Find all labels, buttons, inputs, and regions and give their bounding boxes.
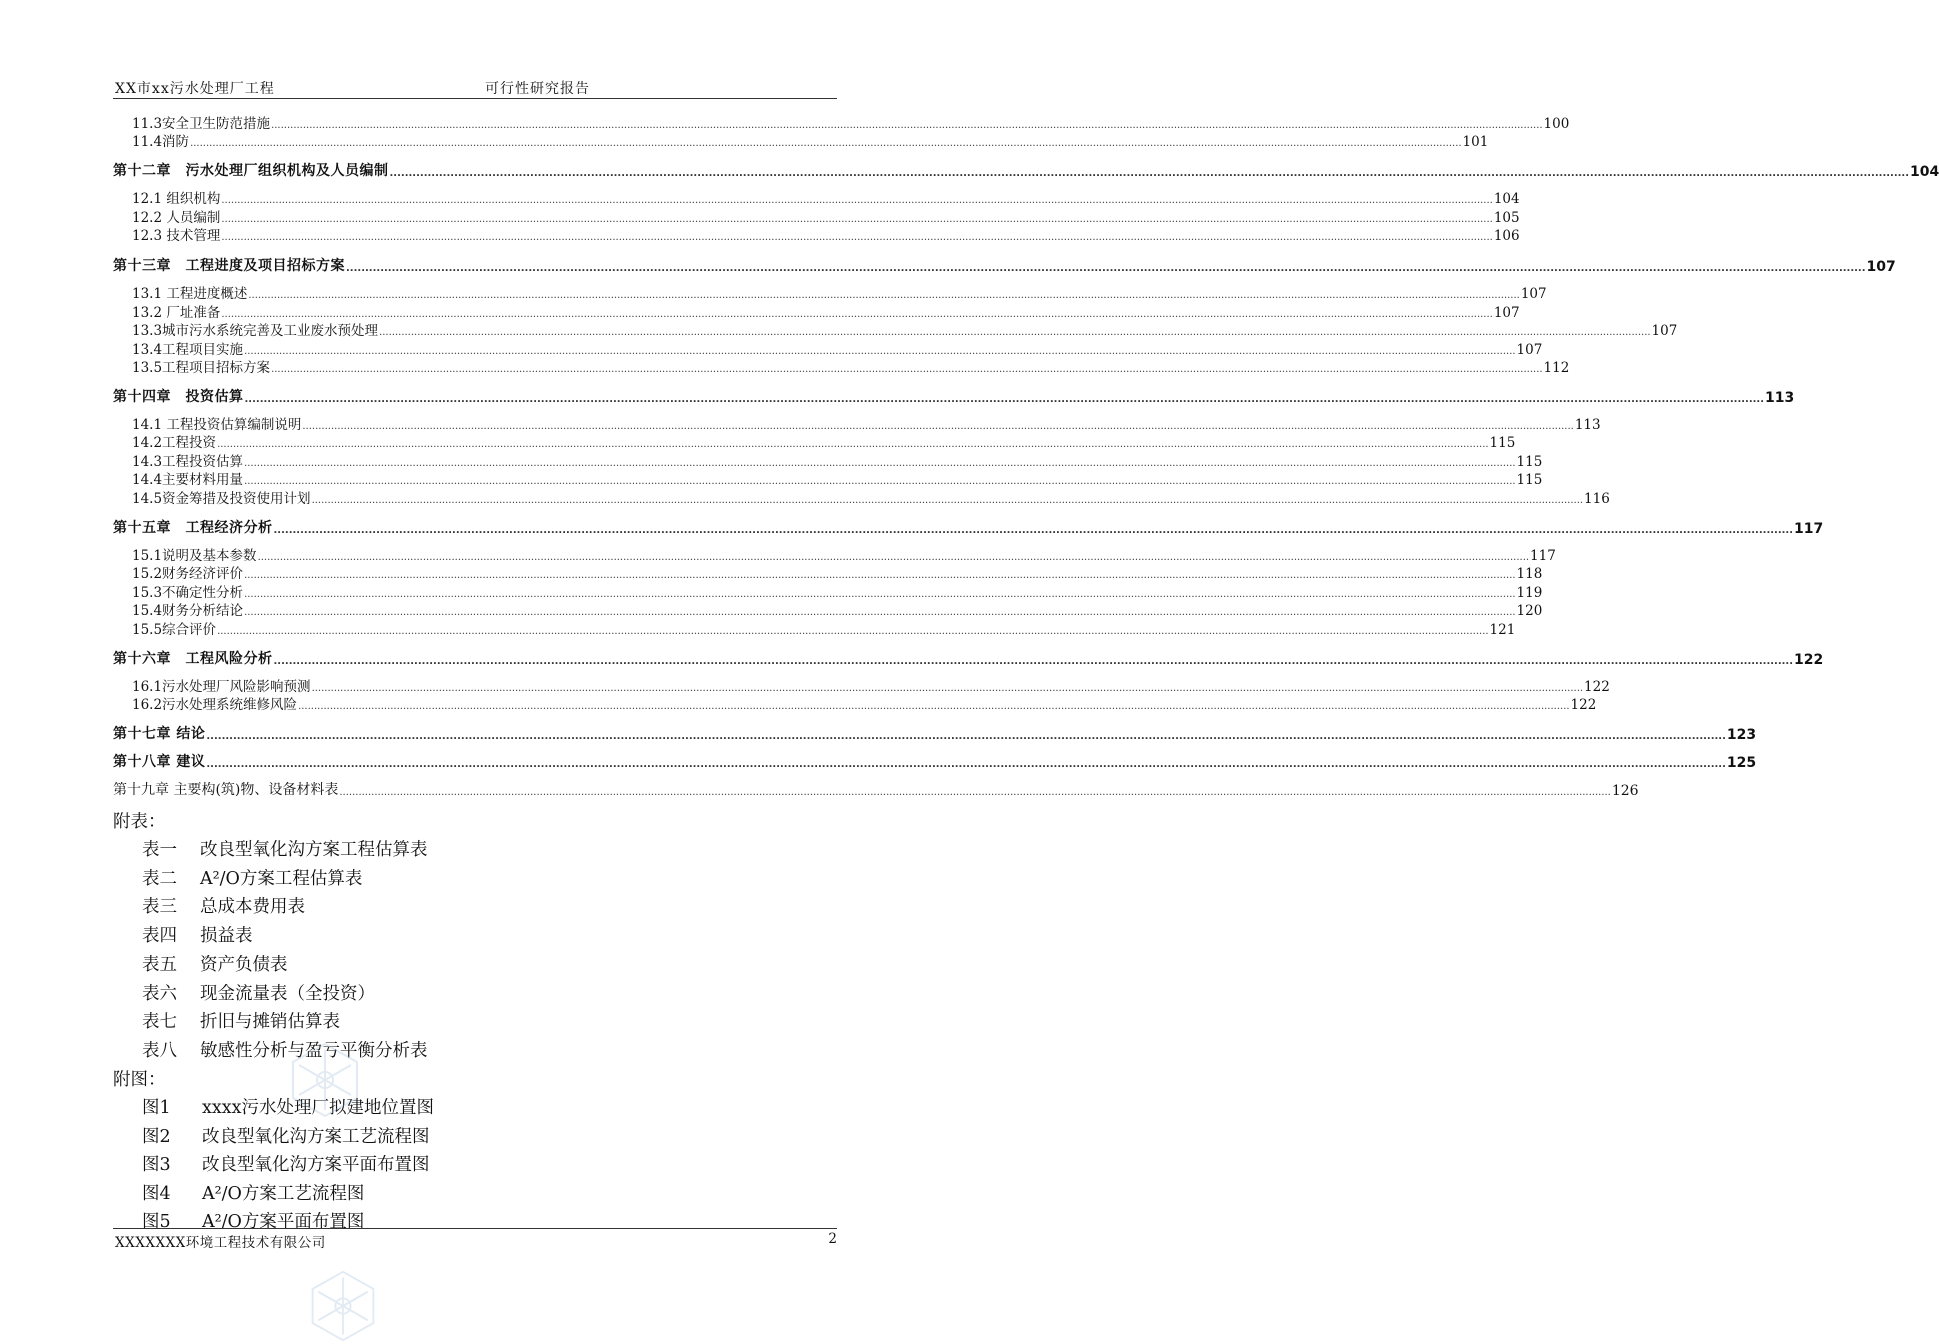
appendix-table-item [142,865,542,889]
appendix-table-item [142,980,542,1004]
toc-dot-leader: ................................................................................................................................................................................................................................................................................................................................................................................................................ [244,607,1516,618]
appendix-item-label: 表八 [142,1040,177,1061]
appendix-tables-heading: 附表： [113,812,166,832]
toc-dot-leader: ................................................................................................................................................................................................................................................................................................................................................................................................................ [217,439,1489,450]
toc-entry-title: 13.2 厂址准备 [132,305,221,321]
toc-dot-leader: ................................................................................................................................................................................................................................................................................................................................................................................................................ [221,232,1493,243]
toc-entry-page: 107 [1520,286,1547,302]
toc-entry-page: 122 [1584,679,1610,695]
toc-dot-leader: ................................................................................................................................................................................................................................................................................................................................................................................................................ [206,731,1726,742]
toc-entry-title: 第十八章 建议 [113,754,206,770]
appendix-item-title: 敏感性分析与盈亏平衡分析表 [200,1040,428,1061]
toc-entry-page: 107 [1651,323,1678,339]
toc-dot-leader: ................................................................................................................................................................................................................................................................................................................................................................................................................ [298,701,1570,712]
toc-entry-title: 15.2财务经济评价 [132,566,244,582]
toc-entry-title: 14.1 工程投资估算编制说明 [132,417,302,433]
toc-section-entry[interactable] [113,601,1543,619]
toc-dot-leader: ................................................................................................................................................................................................................................................................................................................................................................................................................ [311,495,1584,506]
toc-entry-title: 13.3城市污水系统完善及工业废水预处理 [132,323,379,339]
toc-chapter-entry[interactable] [113,751,1757,771]
appendix-item-title: 改良型氧化沟方案平面布置图 [202,1155,430,1175]
toc-entry-page: 113 [1765,390,1795,406]
toc-entry-title: 14.3工程投资估算 [132,454,244,470]
appendix-table-item [142,1008,542,1032]
appendix-item-label: 表七 [142,1012,177,1033]
toc-entry-title: 15.3不确定性分析 [132,585,244,601]
toc-chapter-entry[interactable] [113,386,1795,406]
toc-dot-leader: ................................................................................................................................................................................................................................................................................................................................................................................................................ [248,290,1520,301]
appendix-item-label: 表四 [142,926,177,947]
toc-dot-leader: ................................................................................................................................................................................................................................................................................................................................................................................................................ [389,168,1910,179]
toc-entry-page: 126 [1611,783,1639,799]
toc-dot-leader: ................................................................................................................................................................................................................................................................................................................................................................................................................ [346,263,1866,274]
watermark-snowflake-icon [285,1040,365,1120]
appendix-item-label: 图2 [142,1126,171,1147]
appendix-item-title: 改良型氧化沟方案工程估算表 [200,840,428,860]
header-project-title: XX市xx污水处理厂工程 [115,81,275,97]
appendix-item-title: 损益表 [200,926,253,947]
toc-section-entry[interactable] [113,132,1489,150]
toc-entry-title: 12.1 组织机构 [132,191,221,207]
toc-dot-leader: ................................................................................................................................................................................................................................................................................................................................................................................................................ [273,656,1794,667]
appendix-item-label: 图5 [142,1212,171,1232]
toc-dot-leader: ................................................................................................................................................................................................................................................................................................................................................................................................................ [302,421,1574,432]
toc-entry-page: 100 [1543,116,1570,132]
appendix-item-label: 表二 [142,868,177,889]
page-footer [113,1228,837,1251]
toc-section-entry[interactable] [113,208,1520,226]
footer-company: XXXXXXX环境工程技术有限公司 [115,1235,326,1251]
toc-entry-page: 115 [1516,454,1543,470]
toc-section-entry[interactable] [113,433,1516,451]
appendix-item-label: 图4 [142,1183,171,1204]
toc-dot-leader: ................................................................................................................................................................................................................................................................................................................................................................................................................ [311,683,1584,694]
toc-entry-title: 15.1说明及基本参数 [132,548,257,564]
toc-section-entry[interactable] [113,358,1570,376]
toc-section-entry[interactable] [113,489,1610,507]
footer-page-number: 2 [828,1231,837,1247]
toc-section-entry[interactable] [113,321,1678,339]
toc-entry-title: 14.2工程投资 [132,435,217,451]
toc-entry-page: 107 [1516,342,1543,358]
toc-dot-leader: ................................................................................................................................................................................................................................................................................................................................................................................................................ [190,138,1462,149]
toc-entry-page: 115 [1516,472,1543,488]
appendix-figure-item [142,1180,542,1204]
toc-dot-leader: ................................................................................................................................................................................................................................................................................................................................................................................................................ [244,476,1516,487]
toc-section-entry[interactable] [113,415,1601,433]
appendix-item-title: 折旧与摊销估算表 [200,1012,340,1033]
toc-entry-title: 11.4消防 [132,134,190,150]
appendix-table-item [142,951,542,975]
appendix-item-label: 表六 [142,983,177,1004]
toc-dot-leader: ................................................................................................................................................................................................................................................................................................................................................................................................................ [379,327,1651,338]
toc-entry-page: 104 [1493,191,1520,207]
toc-entry-title: 第十七章 结论 [113,726,206,742]
appendix-figure-item [142,1151,542,1175]
toc-entry-page: 104 [1910,164,1939,180]
toc-entry-page: 113 [1574,417,1601,433]
toc-dot-leader: ................................................................................................................................................................................................................................................................................................................................................................................................................ [271,120,1543,131]
toc-chapter-entry[interactable] [113,255,1896,275]
toc-dot-leader: ................................................................................................................................................................................................................................................................................................................................................................................................................ [221,195,1493,206]
appendix-item-label: 图3 [142,1155,171,1175]
toc-entry-page: 125 [1726,755,1757,771]
toc-entry-page: 107 [1866,259,1896,275]
toc-entry-page: 117 [1530,548,1556,564]
page-header [113,76,837,99]
toc-entry-page: 115 [1489,435,1516,451]
toc-dot-leader: ................................................................................................................................................................................................................................................................................................................................................................................................................ [221,214,1493,225]
appendix-table-item [142,893,542,917]
toc-dot-leader: ................................................................................................................................................................................................................................................................................................................................................................................................................ [244,589,1516,600]
appendix-item-title: A²/O方案平面布置图 [202,1212,365,1232]
appendix-figure-item [142,1123,542,1147]
toc-entry-title: 14.4主要材料用量 [132,472,244,488]
watermark-snowflake-icon [305,1268,381,1344]
toc-entry-page: 123 [1726,727,1757,743]
toc-chapter-entry[interactable] [113,160,1939,180]
appendix-item-title: 总成本费用表 [200,897,305,918]
toc-entry-title: 15.5综合评价 [132,622,217,638]
toc-dot-leader: ................................................................................................................................................................................................................................................................................................................................................................................................................ [206,759,1726,770]
toc-entry-title: 13.1 工程进度概述 [132,286,248,302]
toc-chapter-entry[interactable] [113,648,1824,668]
toc-entry-title: 12.3 技术管理 [132,228,221,244]
toc-entry-title: 第十九章 主要构(筑)物、设备材料表 [113,782,339,798]
appendix-table-item [142,922,542,946]
toc-section-entry[interactable] [113,470,1543,488]
toc-entry-page: 101 [1462,134,1489,150]
toc-dot-leader: ................................................................................................................................................................................................................................................................................................................................................................................................................ [244,346,1516,357]
appendix-item-title: 资产负债表 [200,954,288,975]
toc-chapter-entry[interactable] [113,517,1824,537]
toc-entry-page: 122 [1570,697,1597,713]
toc-dot-leader: ................................................................................................................................................................................................................................................................................................................................................................................................................ [273,525,1794,536]
toc-chapter-entry[interactable] [113,779,1639,799]
appendix-item-label: 表一 [142,840,177,860]
toc-entry-title: 11.3安全卫生防范措施 [132,116,271,132]
toc-section-entry[interactable] [113,695,1597,713]
toc-entry-page: 112 [1543,360,1570,376]
toc-entry-page: 122 [1794,652,1824,668]
toc-entry-page: 119 [1516,585,1543,601]
toc-entry-title: 16.2污水处理系统维修风险 [132,697,298,713]
toc-dot-leader: ................................................................................................................................................................................................................................................................................................................................................................................................................ [221,309,1493,320]
toc-entry-title: 12.2 人员编制 [132,210,221,226]
appendix-item-label: 表五 [142,954,177,975]
toc-section-entry[interactable] [113,226,1520,244]
toc-entry-page: 116 [1584,491,1610,507]
header-report-title: 可行性研究报告 [485,81,590,97]
toc-entry-title: 16.1污水处理厂风险影响预测 [132,679,311,695]
appendix-table-item [142,836,542,860]
appendix-item-title: 现金流量表（全投资） [200,983,375,1004]
toc-dot-leader: ................................................................................................................................................................................................................................................................................................................................................................................................................ [244,394,1765,405]
toc-entry-title: 14.5资金筹措及投资使用计划 [132,491,311,507]
appendix-item-title: xxxx污水处理厂拟建地位置图 [202,1098,434,1118]
appendix-item-title: A²/O方案工程估算表 [200,868,363,889]
appendix-item-title: 改良型氧化沟方案工艺流程图 [202,1126,430,1147]
appendix-item-label: 图1 [142,1098,171,1118]
toc-section-entry[interactable] [113,284,1547,302]
toc-entry-title: 第十三章 工程进度及项目招标方案 [113,258,345,274]
toc-entry-title: 13.5工程项目招标方案 [132,360,271,376]
toc-entry-page: 118 [1516,566,1543,582]
toc-entry-title: 第十六章 工程风险分析 [113,651,273,667]
toc-section-entry[interactable] [113,189,1520,207]
appendix-figures-heading: 附图： [113,1070,166,1090]
appendix-item-label: 表三 [142,897,177,918]
toc-section-entry[interactable] [113,620,1516,638]
toc-dot-leader: ................................................................................................................................................................................................................................................................................................................................................................................................................ [339,787,1611,798]
toc-entry-title: 第十二章 污水处理厂组织机构及人员编制 [113,163,389,179]
toc-section-entry[interactable] [113,564,1543,582]
toc-dot-leader: ................................................................................................................................................................................................................................................................................................................................................................................................................ [217,626,1489,637]
toc-entry-page: 120 [1516,603,1543,619]
toc-dot-leader: ................................................................................................................................................................................................................................................................................................................................................................................................................ [244,570,1516,581]
toc-chapter-entry[interactable] [113,723,1757,743]
toc-entry-title: 15.4财务分析结论 [132,603,244,619]
toc-entry-page: 106 [1493,228,1520,244]
toc-entry-title: 第十四章 投资估算 [113,389,244,405]
toc-dot-leader: ................................................................................................................................................................................................................................................................................................................................................................................................................ [257,552,1530,563]
toc-dot-leader: ................................................................................................................................................................................................................................................................................................................................................................................................................ [271,364,1543,375]
toc-entry-page: 117 [1794,521,1824,537]
toc-entry-title: 第十五章 工程经济分析 [113,520,273,536]
toc-entry-page: 107 [1493,305,1520,321]
toc-dot-leader: ................................................................................................................................................................................................................................................................................................................................................................................................................ [244,458,1516,469]
toc-section-entry[interactable] [113,114,1570,132]
appendix-item-title: A²/O方案工艺流程图 [202,1183,365,1204]
toc-entry-title: 13.4工程项目实施 [132,342,244,358]
toc-entry-page: 105 [1493,210,1520,226]
toc-entry-page: 121 [1489,622,1516,638]
